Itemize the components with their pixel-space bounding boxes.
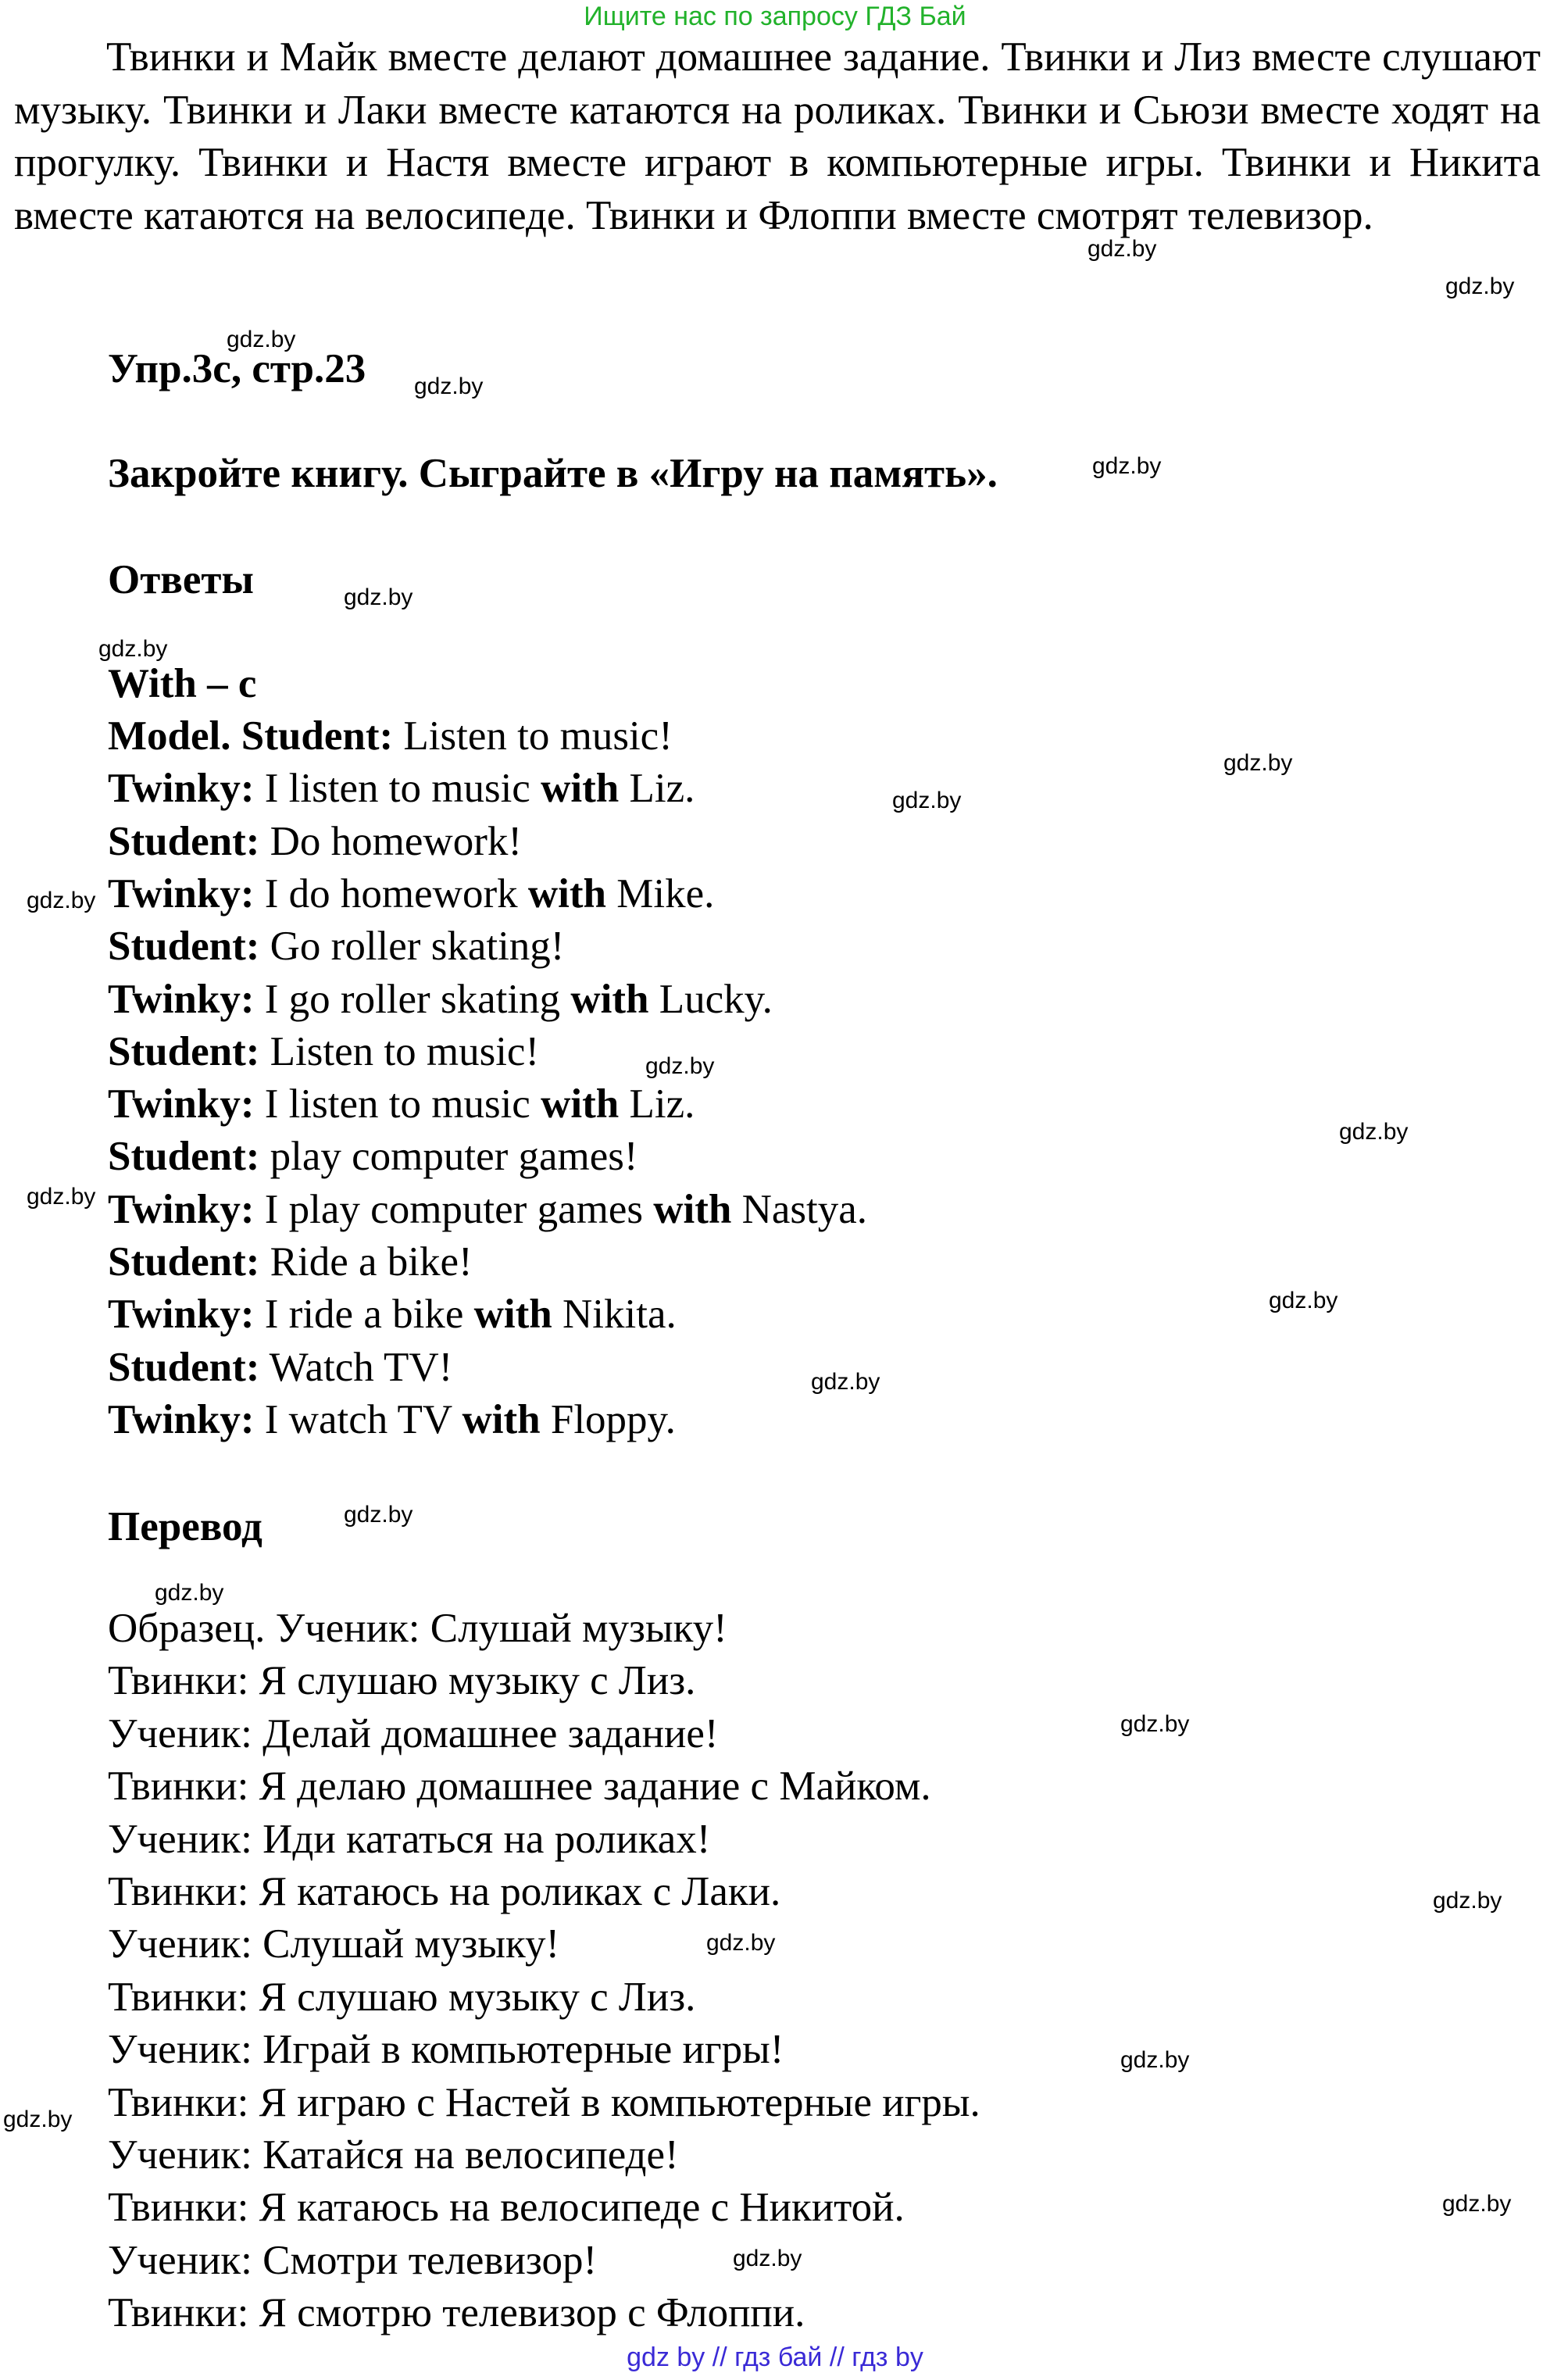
exercise-title: Упр.3c, стр.23 xyxy=(108,346,366,391)
answer-pre: I do homework xyxy=(254,870,528,917)
answer-line xyxy=(108,923,564,970)
answer-post: Nikita. xyxy=(552,1292,677,1338)
watermark-label: gdz.by xyxy=(1120,2047,1190,2073)
answer-speaker: Student: xyxy=(108,924,260,970)
watermark-label: gdz.by xyxy=(892,788,962,813)
watermark-label: gdz.by xyxy=(811,1369,880,1395)
answer-kw: with xyxy=(527,870,606,917)
answers-heading: Ответы xyxy=(108,557,254,602)
answer-line xyxy=(108,1186,867,1233)
answer-line xyxy=(108,870,714,917)
intro-paragraph: Твинки и Майк вместе делают домашнее задание. Твинки и Лиз вместе слушают музыку. Твинки и Лаки вместе катаются на роликах. Твинки и Сьюзи вместе ходят на прогулку. Твинки и Настя вместе играют в компьютерные игры. Твинки и Никита вместе катаются на велосипеде. Твинки и Флоппи вместе смотрят телевизор. xyxy=(14,34,1541,238)
translation-line: Ученик: Играй в компьютерные игры! xyxy=(108,2027,784,2073)
answer-line xyxy=(108,1028,539,1075)
answer-pre: I ride a bike xyxy=(254,1292,474,1338)
translation-line: Твинки: Я катаюсь на роликах с Лаки. xyxy=(108,1869,781,1914)
answer-pre: play computer games! xyxy=(259,1134,638,1180)
translation-line: Ученик: Слушай музыку! xyxy=(108,1921,560,1967)
answer-line xyxy=(108,976,773,1023)
answer-line xyxy=(108,818,522,865)
answers-subheading: With – с xyxy=(108,661,257,706)
answer-kw: with xyxy=(462,1396,541,1442)
answer-pre: I listen to music xyxy=(254,1081,541,1127)
watermark-label: gdz.by xyxy=(27,1184,96,1210)
answer-pre: Ride a bike! xyxy=(259,1239,473,1285)
watermark-label: gdz.by xyxy=(1442,2191,1512,2217)
answer-kw: with xyxy=(653,1186,732,1232)
answer-speaker: Twinky: xyxy=(108,1396,255,1442)
answer-line xyxy=(108,1396,676,1443)
answer-speaker: Student: xyxy=(108,1028,260,1074)
answer-post: Nastya. xyxy=(731,1186,868,1232)
translation-line: Твинки: Я делаю домашнее задание с Майком. xyxy=(108,1764,931,1810)
answer-post: Floppy. xyxy=(540,1396,676,1442)
watermark-label: gdz.by xyxy=(645,1053,715,1079)
translation-heading: Перевод xyxy=(108,1504,262,1549)
translation-line: Ученик: Делай домашнее задание! xyxy=(108,1710,719,1756)
translation-line: Образец. Ученик: Слушай музыку! xyxy=(108,1606,727,1651)
answer-pre: I go roller skating xyxy=(254,976,571,1022)
watermark-label: gdz.by xyxy=(1339,1119,1409,1145)
watermark-label: gdz.by xyxy=(414,373,484,399)
answer-kw: with xyxy=(541,766,620,812)
answer-speaker: Twinky: xyxy=(108,1186,255,1232)
answer-post: Mike. xyxy=(606,870,715,917)
watermark-label: gdz.by xyxy=(733,2246,802,2271)
translation-line: Ученик: Иди кататься на роликах! xyxy=(108,1816,711,1862)
watermark-label: gdz.by xyxy=(706,1930,776,1956)
watermark-label: gdz.by xyxy=(155,1580,224,1606)
watermark-label: gdz.by xyxy=(1223,750,1293,776)
answer-speaker: Student: xyxy=(108,818,260,864)
watermark-label: gdz.by xyxy=(227,327,296,352)
answer-pre: Do homework! xyxy=(259,818,522,864)
answer-post: Liz. xyxy=(619,1081,695,1127)
watermark-label: gdz.by xyxy=(1092,453,1162,479)
watermark-label: gdz.by xyxy=(3,2107,73,2132)
answer-pre: I play computer games xyxy=(254,1186,654,1232)
watermark-label: gdz.by xyxy=(344,584,413,610)
answer-post: Lucky. xyxy=(648,976,773,1022)
answer-line xyxy=(108,1291,677,1338)
answer-kw: with xyxy=(541,1081,620,1127)
answer-pre: I listen to music xyxy=(254,766,541,812)
answer-line xyxy=(108,713,673,759)
watermark-label: gdz.by xyxy=(98,636,168,662)
answer-speaker: Student: xyxy=(108,1239,260,1285)
answer-pre: Go roller skating! xyxy=(259,924,565,970)
translation-line: Ученик: Смотри телевизор! xyxy=(108,2237,598,2283)
answer-speaker: Model. Student: xyxy=(108,713,394,759)
answer-line xyxy=(108,1133,638,1180)
answer-pre: I watch TV xyxy=(254,1396,462,1442)
translation-line: Твинки: Я слушаю музыку с Лиз. xyxy=(108,1658,696,1704)
exercise-task: Закройте книгу. Сыграйте в «Игру на память». xyxy=(108,451,998,496)
translation-line: Твинки: Я смотрю телевизор с Флоппи. xyxy=(108,2290,805,2336)
answer-speaker: Twinky: xyxy=(108,976,255,1022)
answer-speaker: Twinky: xyxy=(108,766,255,812)
answer-speaker: Twinky: xyxy=(108,870,255,917)
answer-speaker: Student: xyxy=(108,1134,260,1180)
watermark-label: gdz.by xyxy=(1433,1888,1502,1914)
watermark-label: gdz.by xyxy=(1445,273,1515,299)
answer-pre: Listen to music! xyxy=(393,713,673,759)
answer-speaker: Twinky: xyxy=(108,1292,255,1338)
answer-line xyxy=(108,1238,473,1285)
search-hint-link[interactable]: Ищите нас по запросу ГДЗ Бай xyxy=(584,2,966,31)
answer-line xyxy=(108,1081,695,1127)
answer-speaker: Twinky: xyxy=(108,1081,255,1127)
watermark-label: gdz.by xyxy=(27,888,96,913)
translation-line: Твинки: Я катаюсь на велосипеде с Никитой. xyxy=(108,2185,905,2231)
watermark-label: gdz.by xyxy=(1269,1288,1338,1313)
answer-kw: with xyxy=(473,1292,552,1338)
answer-speaker: Student: xyxy=(108,1344,260,1390)
answer-kw: with xyxy=(570,976,649,1022)
translation-line: Твинки: Я слушаю музыку с Лиз. xyxy=(108,1974,696,2020)
watermark-label: gdz.by xyxy=(1120,1711,1190,1737)
watermark-label: gdz.by xyxy=(344,1502,413,1528)
translation-line: Ученик: Катайся на велосипеде! xyxy=(108,2132,679,2178)
answer-line xyxy=(108,765,695,812)
answer-post: Liz. xyxy=(619,766,695,812)
answer-pre: Listen to music! xyxy=(259,1028,540,1074)
answer-pre: Watch TV! xyxy=(259,1344,453,1390)
translation-line: Твинки: Я играю с Настей в компьютерные игры. xyxy=(108,2079,980,2125)
answer-line xyxy=(108,1344,452,1391)
footer-links[interactable]: gdz by // гдз бай // гдз by xyxy=(627,2342,923,2372)
watermark-label: gdz.by xyxy=(1088,236,1157,262)
